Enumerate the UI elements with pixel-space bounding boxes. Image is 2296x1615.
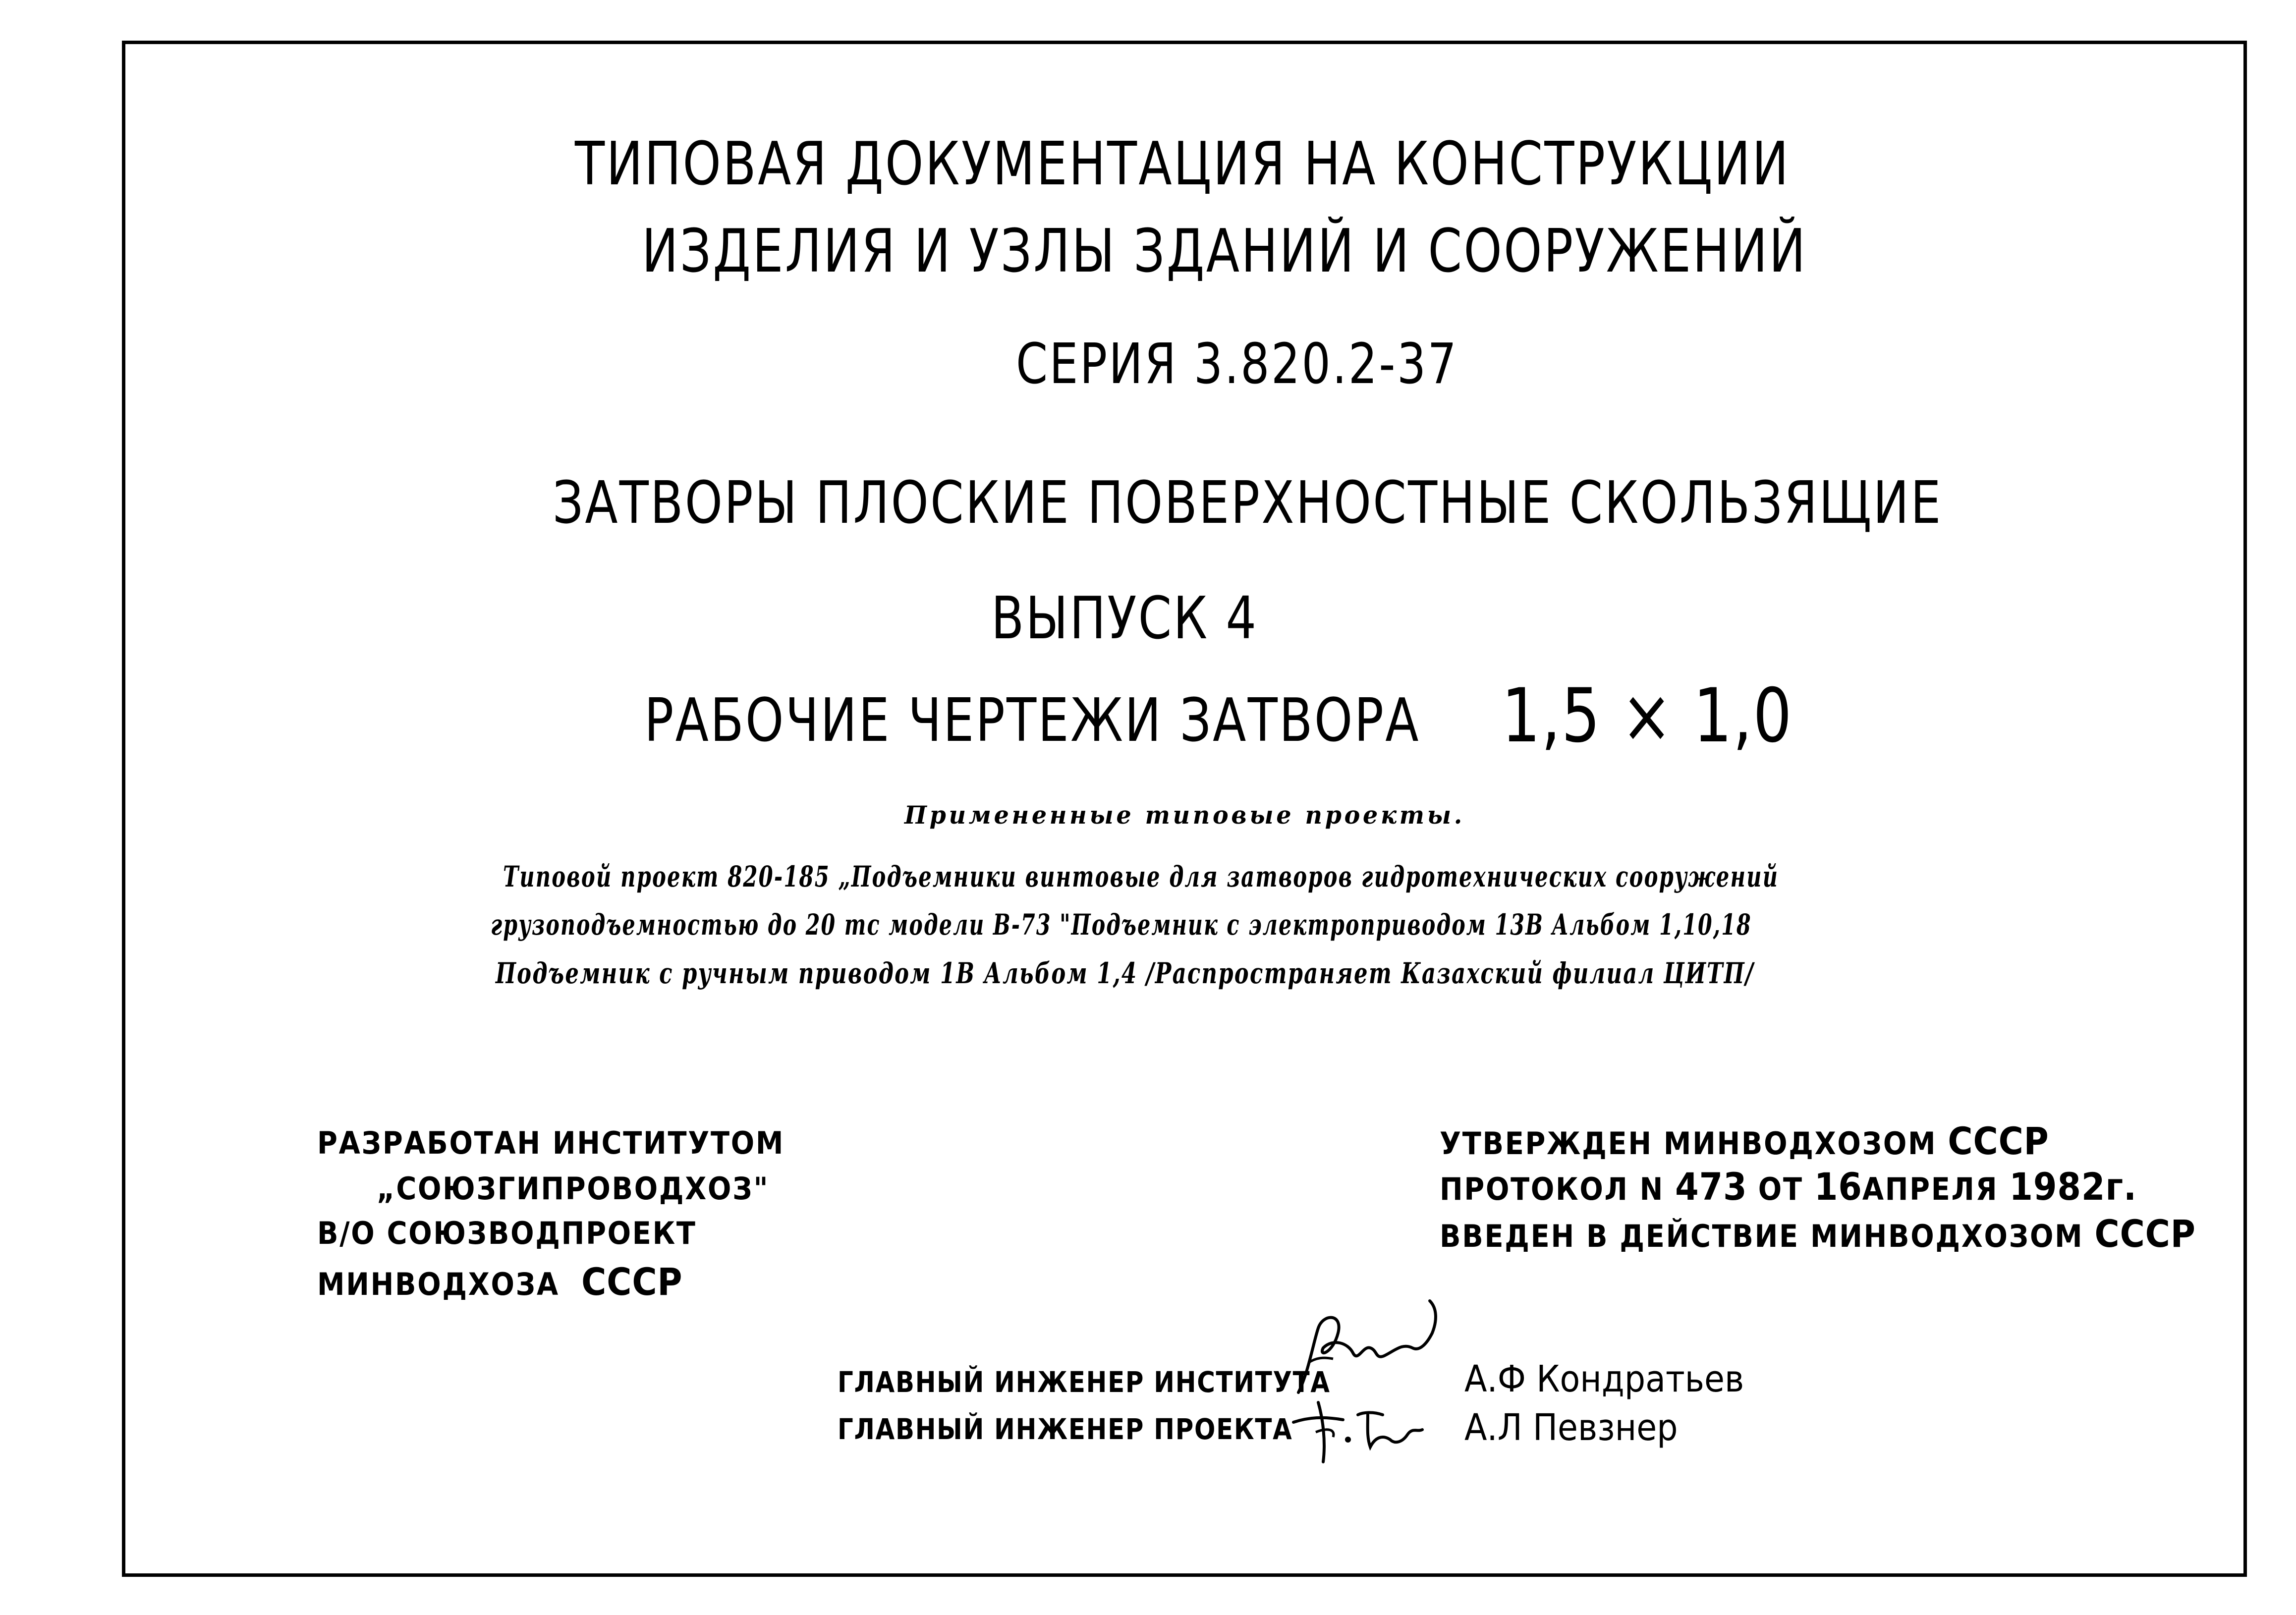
gate-size: 1,5 × 1,0	[1502, 673, 1793, 759]
document-subject: ЗАТВОРЫ ПЛОСКИЕ ПОВЕРХНОСТНЫЕ СКОЛЬЗЯЩИЕ	[553, 468, 1943, 537]
enacted-by: ВВЕДЕН В ДЕЙСТВИЕ МИНВОДХОЗОМ	[1440, 1218, 2084, 1254]
developer-country: СССР	[581, 1260, 683, 1304]
applied-projects-line-1: Типовой проект 820-185 „Подъемники винтовые для затворов гидротехнических сооружений	[503, 860, 1779, 893]
developer-line-4	[317, 1260, 682, 1304]
issue-number: ВЫПУСК 4	[991, 584, 1258, 652]
enacted-country: СССР	[2094, 1212, 2196, 1256]
developer-line-3: В/О СОЮЗВОДПРОЕКТ	[317, 1215, 697, 1251]
signature-role-1: ГЛАВНЫЙ ИНЖЕНЕР ИНСТИТУТА	[838, 1365, 1331, 1399]
applied-projects-line-3: Подъемник с ручным приводом 1В Альбом 1,4 /Распространяет Казахский филиал ЦИТП/	[496, 956, 1754, 990]
approval-by: УТВЕРЖДЕН МИНВОДХОЗОМ	[1440, 1125, 1937, 1162]
signature-name-2: А.Л Певзнер	[1464, 1406, 1678, 1449]
title-line-1: ТИПОВАЯ ДОКУМЕНТАЦИЯ НА КОНСТРУКЦИИ	[575, 130, 1791, 199]
protocol-year: 1982	[2009, 1165, 2106, 1209]
developer-ministry: МИНВОДХОЗА	[317, 1266, 560, 1302]
protocol-from: ОТ	[1758, 1171, 1803, 1207]
applied-projects-line-2: грузоподъемностью до 20 тс модели В-73 "Подъемник с электроприводом 13В Альбом 1,10,18	[491, 908, 1752, 942]
chief-engineer-project-signature	[1288, 1392, 1437, 1467]
approval-line-1	[1440, 1119, 2049, 1163]
protocol-year-suffix: г.	[2105, 1165, 2137, 1209]
series-number: СЕРИЯ 3.820.2-37	[1016, 332, 1458, 396]
protocol-day: 16	[1814, 1165, 1862, 1209]
signature-role-2: ГЛАВНЫЙ ИНЖЕНЕР ПРОЕКТА	[838, 1412, 1293, 1446]
signature-name-1: А.Ф Кондратьев	[1464, 1358, 1744, 1400]
protocol-month: АПРЕЛЯ	[1862, 1171, 1999, 1207]
developer-line-1: РАЗРАБОТАН ИНСТИТУТОМ	[317, 1125, 785, 1161]
drawings-label: РАБОЧИЕ ЧЕРТЕЖИ ЗАТВОРА	[644, 686, 1420, 755]
title-line-2: ИЗДЕЛИЯ И УЗЛЫ ЗДАНИЙ И СООРУЖЕНИЙ	[642, 217, 1807, 286]
approval-line-3	[1440, 1212, 2196, 1256]
approval-country: СССР	[1948, 1119, 2049, 1163]
approval-protocol	[1440, 1165, 2137, 1209]
protocol-label: ПРОТОКОЛ N	[1440, 1171, 1665, 1207]
applied-projects-heading: Примененные типовые проекты.	[904, 800, 1465, 830]
developer-institute: „СОЮЗГИПРОВОДХОЗ"	[377, 1170, 770, 1207]
chief-engineer-institute-signature	[1288, 1298, 1447, 1397]
protocol-number: 473	[1675, 1165, 1747, 1209]
